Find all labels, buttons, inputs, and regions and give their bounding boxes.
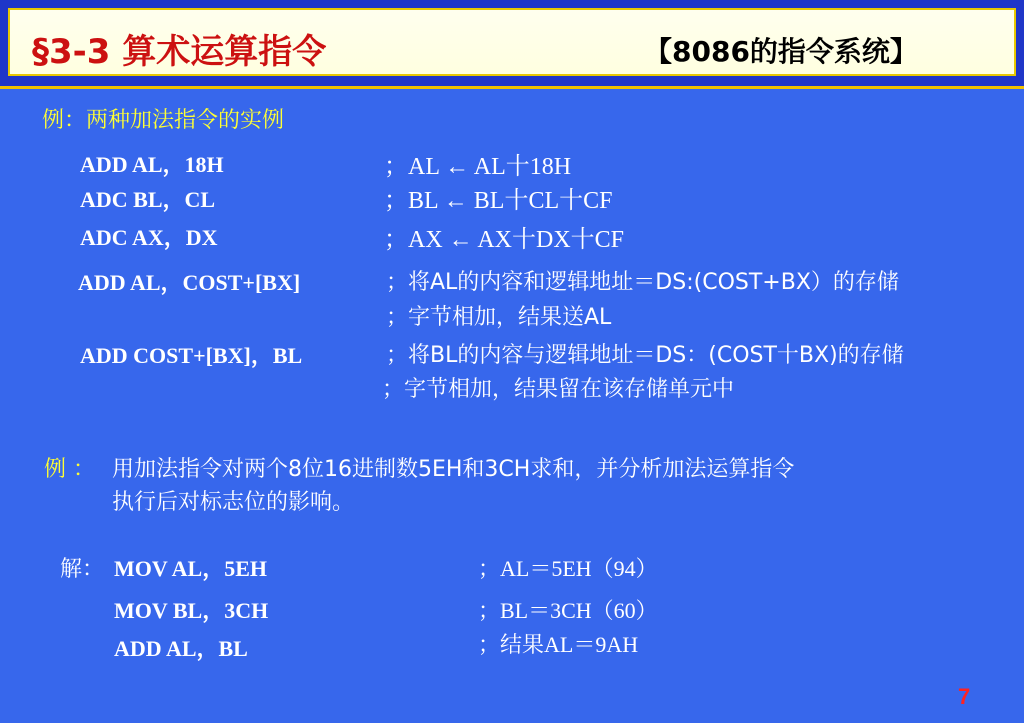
example1-comment-4: ；将AL的内容和逻辑地址＝DS:(COST+BX）的存储: [386, 270, 899, 295]
example1-comment-5: ；字节相加，结果送AL: [386, 305, 612, 330]
slide-title: §3-3 算术运算指令: [32, 32, 327, 72]
example1-comment-6: ；将BL的内容与逻辑地址＝DS：(COST十BX)的存储: [386, 343, 904, 368]
solution-label: 解：: [60, 557, 105, 582]
example2-text-line2: 执行后对标志位的影响。: [112, 490, 355, 515]
example2-label: 例 ：: [44, 457, 95, 482]
example1-instr-3: ADC AX，DX: [80, 225, 218, 250]
example1-comment-3: ；AX ← AX十DX十CF: [384, 227, 625, 253]
solution-comment-2: ；BL＝3CH（60）: [478, 598, 658, 623]
example1-comment-1: ；AL ← AL十18H: [384, 154, 572, 180]
slide-subtitle: 【8086的指令系统】: [644, 35, 918, 68]
header-divider: [0, 86, 1024, 89]
solution-comment-1: ；AL＝5EH（94）: [478, 556, 658, 581]
solution-comment-3: ；结果AL＝9AH: [478, 632, 639, 657]
solution-instr-2: MOV BL，3CH: [114, 598, 269, 623]
example2-text-line1: 用加法指令对两个8位16进制数5EH和3CH求和，并分析加法运算指令: [112, 457, 795, 482]
title-box: [8, 8, 1016, 76]
solution-instr-1: MOV AL，5EH: [114, 556, 268, 581]
example1-comment-7: ；字节相加，结果留在该存储单元中: [382, 377, 735, 402]
example1-heading: 例：两种加法指令的实例: [42, 108, 285, 133]
page-number: 7: [958, 684, 971, 709]
example1-instr-4: ADD AL，COST+[BX]: [78, 270, 301, 295]
example1-instr-2: ADC BL，CL: [80, 187, 216, 212]
example1-instr-6: ADD COST+[BX]，BL: [80, 343, 303, 368]
solution-instr-3: ADD AL，BL: [114, 636, 248, 661]
example1-comment-2: ；BL ← BL十CL十CF: [384, 188, 613, 214]
example1-instr-1: ADD AL，18H: [80, 152, 224, 177]
